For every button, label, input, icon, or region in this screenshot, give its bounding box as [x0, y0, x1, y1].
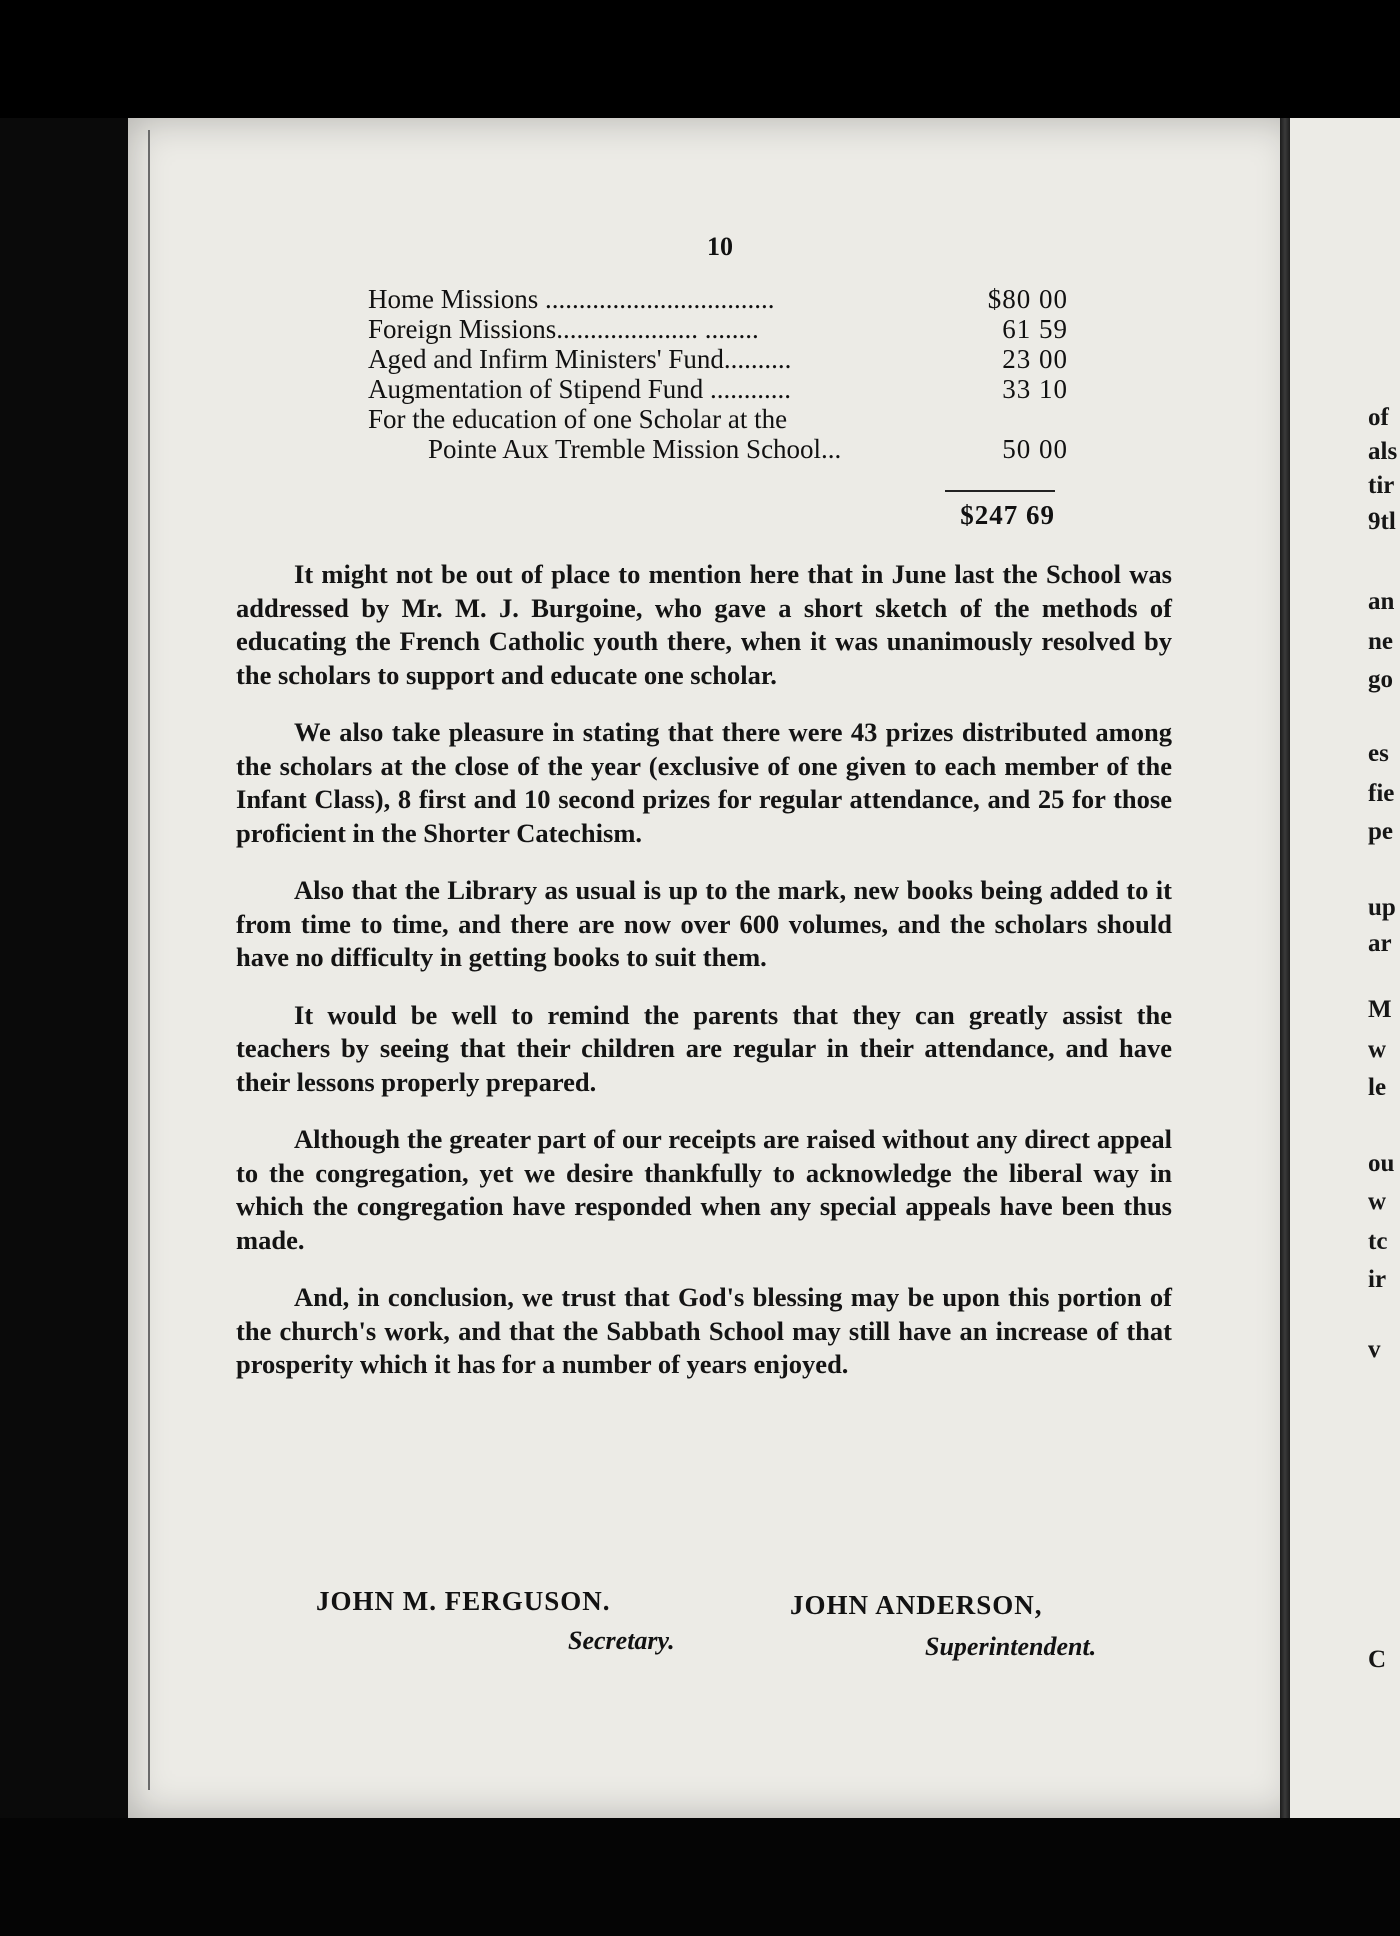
facing-page [1290, 118, 1400, 1818]
signature-title-superintendent: Superintendent. [925, 1632, 1097, 1661]
facing-page-fragment: an [1368, 588, 1395, 615]
paragraph: We also take pleasure in stating that there were 43 prizes distributed among the scholars at the close of the year (exclusive of one given to each member of the Infant Class), 8 first and 10 second prizes for regular attendance, and 25 for those proficient in the Shorter Catechism. [236, 717, 1172, 848]
ledger-row [368, 344, 1068, 374]
ledger-amount: 50 00 [1002, 434, 1068, 464]
ledger-label: Pointe Aux Tremble Mission School... [428, 434, 842, 464]
facing-page-fragment: es [1368, 740, 1389, 767]
facing-page-fragment: C [1368, 1646, 1387, 1673]
facing-page-fragment: 9tl [1368, 508, 1396, 535]
paragraph: Also that the Library as usual is up to the mark, new books being added to it from time to time, and there are now over 600 volumes, and the scholars should have no difficulty in getting books to suit them. [236, 875, 1172, 972]
page-edge-line [148, 130, 150, 1790]
ledger-row [368, 434, 1068, 464]
scan-bottom-border [0, 1818, 1400, 1936]
book-spine [1280, 118, 1290, 1818]
paragraph: Although the greater part of our receipts are raised without any direct appeal to the congregation, yet we desire thankfully to acknowledge the liberal way in which the congregation have responded when any special appeals have been thus made. [236, 1124, 1172, 1255]
facing-page-fragment: le [1368, 1074, 1387, 1101]
signature-name-superintendent: JOHN ANDERSON, [790, 1590, 1043, 1620]
ledger-total-rule [945, 490, 1055, 492]
facing-page-fragment: w [1368, 1188, 1387, 1215]
facing-page-fragment: fie [1368, 780, 1395, 807]
facing-page-fragment: ir [1368, 1266, 1387, 1293]
paragraph: And, in conclusion, we trust that God's blessing may be upon this portion of the church's work, and that the Sabbath School may still have an increase of that prosperity which it has for a number of years enjoyed. [236, 1282, 1172, 1379]
page-number: 10 [707, 232, 733, 261]
facing-page-fragment: ne [1368, 628, 1393, 655]
ledger-label: For the education of one Scholar at the [368, 404, 788, 434]
signature-title-secretary: Secretary. [568, 1626, 675, 1655]
facing-page-fragment: v [1368, 1336, 1381, 1363]
facing-page-fragment: tc [1368, 1228, 1388, 1255]
signature-name-secretary: JOHN M. FERGUSON. [316, 1586, 611, 1616]
ledger-amount: $80 00 [987, 284, 1068, 314]
facing-page-fragment: go [1368, 666, 1393, 693]
ledger-label: Aged and Infirm Ministers' Fund.......... [368, 344, 792, 374]
ledger-total: $247 69 [960, 500, 1055, 530]
facing-page-fragment: pe [1368, 818, 1393, 845]
ledger-amount: 61 59 [1002, 314, 1068, 344]
facing-page-fragment: als [1368, 438, 1398, 465]
paragraph: It might not be out of place to mention here that in June last the School was addressed by Mr. M. J. Burgoine, who gave a short sketch of the methods of educating the French Catholic youth there, when it was unanimously resolved by the scholars to support and educate one scholar. [236, 559, 1172, 690]
facing-page-fragment: tir [1368, 472, 1395, 499]
ledger-amount: 23 00 [1002, 344, 1068, 374]
ledger-row [368, 314, 1068, 344]
paragraph: It would be well to remind the parents that they can greatly assist the teachers by seeing that their children are regular in their attendance, and have their lessons properly prepared. [236, 999, 1172, 1097]
ledger-label: Foreign Missions..................... ........ [368, 314, 759, 344]
ledger-label: Augmentation of Stipend Fund ............ [368, 374, 791, 404]
facing-page-fragment: ar [1368, 930, 1392, 957]
ledger-row [368, 284, 1068, 314]
scan-top-border [0, 0, 1400, 118]
ledger-label: Home Missions .................................. [368, 284, 775, 314]
donations-ledger [368, 284, 1068, 464]
ledger-row [368, 374, 1068, 404]
facing-page-fragment: ou [1368, 1150, 1395, 1177]
report-body [236, 558, 1172, 1406]
ledger-row [368, 404, 1068, 434]
ledger-amount: 33 10 [1002, 374, 1068, 404]
facing-page-fragment: up [1368, 894, 1396, 921]
facing-page-fragment: of [1368, 404, 1389, 431]
facing-page-fragment: w [1368, 1036, 1387, 1063]
facing-page-fragment: M [1368, 996, 1392, 1023]
